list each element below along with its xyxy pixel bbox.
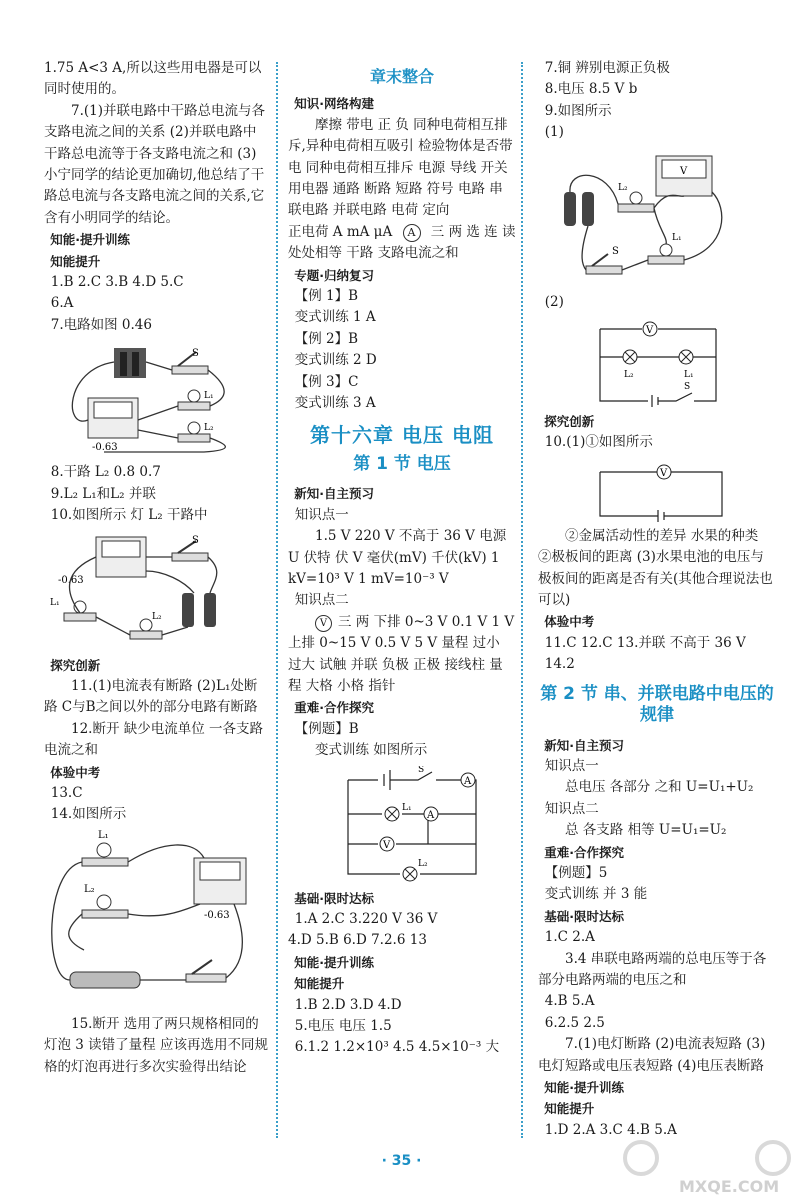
- improve-6: 6.1.2 1.2×10³ 4.5 4.5×10⁻³ 大: [294, 1039, 500, 1056]
- battery-cell: [182, 593, 194, 627]
- bulb-l1: [188, 390, 200, 402]
- ammeter-range: -0.63: [204, 909, 230, 921]
- variant-1: 变式训练 1 A: [294, 309, 376, 326]
- circuit-drawing-10: [44, 531, 244, 651]
- battery-holder: [70, 972, 140, 988]
- battery-cell: [204, 593, 216, 627]
- section-heading: 探究创新: [50, 657, 101, 673]
- variant-3: 变式训练 3 A: [294, 395, 376, 412]
- voltmeter-label: V: [383, 839, 391, 851]
- answer-8: 8.电压 8.5 V b: [544, 81, 638, 98]
- section-heading: 专题·归纳复习: [294, 267, 374, 283]
- switch-lever: [192, 960, 212, 974]
- bulb-base: [178, 402, 210, 410]
- circuit-schematic: [338, 766, 488, 884]
- answer-11: 11.(1)电流表有断路 (2)L₁处断路 C与B之间以外的部分电路有断路: [44, 677, 258, 716]
- variant-training: 变式训练 并 3 能: [544, 886, 648, 903]
- example-question: 【例题】B: [294, 720, 359, 737]
- lamp-l2-label: L₂: [624, 370, 634, 381]
- answer-7: 7.(1)并联电路中干路总电流与各支路电流之间的关系 (2)并联电路中干路总电流等于各支路电流之和 (3)小宁同学的结论更加确切,他总结了干路总电流与各支路电流之间的关系,它含有小明同学的结论。: [44, 102, 266, 226]
- watermark-ring: [757, 1142, 789, 1174]
- bulb-base: [82, 910, 128, 918]
- bulb-l1: [660, 244, 672, 256]
- variant-2: 变式训练 2 D: [294, 352, 377, 369]
- ammeter-label: A: [427, 809, 435, 821]
- column-left: [44, 58, 268, 1078]
- basic-6: 6.2.5 2.5: [544, 1014, 605, 1031]
- ammeter-range: -0.63: [92, 442, 118, 454]
- ammeter-dial: [200, 862, 240, 880]
- voltmeter-label: V: [660, 467, 668, 479]
- column-middle: [288, 58, 516, 1059]
- watermark-text: MXQE.COM: [679, 1177, 780, 1196]
- answer-6: 6.A: [50, 295, 74, 312]
- bulb-l1-label: L₁: [204, 391, 214, 402]
- circuit-figure-10: [44, 531, 268, 651]
- answer-10: 10.如图所示 灯 L₂ 干路中: [50, 507, 208, 524]
- section-heading: 重难·合作探究: [294, 700, 374, 716]
- basic-3: 3.4 串联电路两端的总电压等于各部分电路两端的电压之和: [538, 950, 767, 988]
- voltmeter-label: V: [646, 325, 654, 337]
- answer-7: 7.铜 辨别电源正负极: [544, 60, 670, 76]
- section-heading: 新知·自主预习: [294, 486, 374, 502]
- bulb-base: [64, 613, 96, 621]
- answer-7b: 7.电路如图 0.46: [50, 316, 152, 333]
- basic-4-5: 4.B 5.A: [544, 993, 595, 1010]
- bulb-base: [130, 631, 162, 639]
- kp2-text: [288, 612, 516, 698]
- bulb-l2-label: L₂: [204, 423, 214, 434]
- section-2-title: 第 2 节 串、并联电路中电压的规律: [540, 683, 774, 726]
- switch-base: [586, 266, 622, 274]
- answer-14: 14.如图所示: [50, 806, 127, 823]
- part-1: (1): [544, 124, 564, 141]
- answer-11-14: 11.C 12.C 13.并联 不高于 36 V 14.2: [544, 634, 746, 673]
- bulb-l1: [97, 843, 111, 857]
- answer-9: 9.如图所示: [544, 102, 612, 119]
- example-question: 【例题】5: [544, 864, 608, 881]
- bulb-l2: [630, 192, 642, 204]
- chapter-summary-title: 章末整合: [369, 67, 434, 86]
- answer-8: 8.干路 L₂ 0.8 0.7: [50, 464, 161, 481]
- subsection-heading: 知能提升: [294, 976, 345, 992]
- section-heading: 知能·提升训练: [544, 1080, 624, 1095]
- bulb-l2-label: L₂: [152, 611, 162, 622]
- section-heading: 重难·合作探究: [544, 844, 624, 860]
- circuit-figure-10: [538, 458, 776, 522]
- section-heading: 基础·限时达标: [294, 890, 374, 906]
- knowledge-point-2: 知识点二: [544, 800, 599, 817]
- switch-label: S: [684, 382, 691, 393]
- circuit-figure-9-2: [538, 317, 776, 407]
- bulb-base: [82, 858, 128, 866]
- switch-lever: [592, 254, 608, 266]
- bulb-base: [648, 256, 684, 264]
- answer-15: 15.断开 选用了两只规格相同的灯泡 3 读错了量程 应该再选用不同规格的灯泡再进行多次实验得出结论: [44, 1015, 268, 1075]
- battery-cell: [564, 192, 576, 226]
- bulb-l1-label: L₁: [672, 232, 682, 243]
- battery-cell: [120, 352, 127, 376]
- example-1: 【例 1】B: [294, 288, 359, 305]
- section-heading: 新知·自主预习: [544, 737, 624, 753]
- answer-10: 10.(1)①如图所示: [544, 434, 653, 451]
- bulb-l2: [188, 422, 200, 434]
- example-3: 【例 3】C: [294, 373, 359, 390]
- watermark-logo: [619, 1132, 795, 1196]
- section-heading: 体验中考: [50, 764, 101, 780]
- bulb-l2-label: L₂: [84, 883, 95, 895]
- switch-label: S: [192, 348, 199, 360]
- kp1-text: 1.5 V 220 V 不高于 36 V 电源 U 伏特 伏 V 毫伏(mV) 千伏(kV) 1 kV=10³ V 1 mV=10⁻³ V: [288, 528, 507, 587]
- bulb-base: [618, 204, 654, 212]
- section-1-title: 第 1 节 电压: [353, 453, 451, 474]
- circuit-figure-9-1: [538, 148, 776, 288]
- lamp-l1-label: L₁: [402, 802, 412, 813]
- voltmeter-symbol-icon: V: [315, 615, 332, 632]
- network-text: 摩擦 带电 正 负 同种电荷相互排斥,异种电荷相互吸引 检验物体是否带电 同种电荷相互排斥 电源 导线 开关 用电器 通路 断路 短路 符号 电路 串联电路 并联电路 电荷 定向: [288, 116, 513, 219]
- bulb-l1-label: L₁: [50, 597, 60, 608]
- subsection-heading: 知能提升: [50, 253, 101, 269]
- improve-1-5: 1.D 2.A 3.C 4.B 5.A: [544, 1121, 677, 1138]
- section-heading: 知能·提升训练: [50, 232, 130, 248]
- page-number: · 35 ·: [381, 1153, 422, 1169]
- switch-label: S: [612, 245, 619, 257]
- bulb-l2-label: L₂: [618, 182, 628, 193]
- answer-line: 1.75 A<3 A,所以这些用电器是可以同时使用的。: [44, 60, 262, 98]
- circuit-figure-7: [44, 340, 268, 458]
- variant-training: 变式训练 如图所示: [315, 742, 428, 759]
- basic-1-3: 1.A 2.C 3.220 V 36 V: [294, 911, 438, 927]
- basic-1-2: 1.C 2.A: [544, 929, 595, 946]
- kp2-body: 三 两 下排 0~3 V 0.1 V 1 V 上排 0~15 V 0.5 V 5 V 量程 过小 过大 试触 并联 负极 正极 接线柱 量程 大格 小格 指针: [288, 613, 515, 694]
- answer-12: 12.断开 缺少电流单位 一各支路电流之和: [44, 720, 264, 759]
- section-heading: 基础·限时达标: [544, 908, 624, 924]
- battery-shape: [114, 348, 146, 378]
- circuit-schematic: [588, 317, 728, 407]
- knowledge-point-1: 知识点一: [294, 506, 349, 523]
- bulb-l2: [97, 895, 111, 909]
- column-divider-1: [276, 62, 278, 1138]
- bulb-l2: [140, 619, 152, 631]
- ammeter-symbol-icon: A: [403, 224, 421, 242]
- lamp-l2-label: L₂: [418, 858, 428, 869]
- circuit-figure-14: [44, 830, 268, 1010]
- chapter-16-title: 第十六章 电压 电阻: [310, 422, 494, 447]
- improve-1-4: 1.B 2.D 3.D 4.D: [294, 996, 402, 1013]
- ammeter-dial: [94, 402, 132, 418]
- battery-cell: [132, 352, 139, 376]
- section-heading: 探究创新: [544, 414, 595, 430]
- circuit-drawing-14: [44, 830, 254, 1010]
- ammeter-label: A: [464, 775, 472, 787]
- knowledge-point-2: 知识点二: [294, 592, 349, 609]
- column-right: [538, 58, 776, 1141]
- basic-4-7: 4.D 5.B 6.D 7.2.6 13: [288, 932, 427, 949]
- bulb-l1-label: L₁: [98, 829, 109, 841]
- section-heading: 体验中考: [544, 614, 595, 630]
- knowledge-point-1: 知识点一: [544, 757, 599, 774]
- circuit-schematic: [594, 458, 734, 522]
- bulb-base: [178, 434, 210, 442]
- example-2: 【例 2】B: [294, 330, 359, 347]
- kp1-text: 总电压 各部分 之和 U=U₁+U₂: [565, 779, 754, 796]
- circuit-drawing-9-1: [538, 148, 738, 288]
- lamp-l1-label: L₁: [684, 370, 694, 381]
- watermark-ring: [625, 1142, 657, 1174]
- switch-base: [172, 366, 208, 374]
- section-heading: 知识·网络构建: [294, 96, 374, 112]
- answer-9: 9.L₂ L₁和L₂ 并联: [50, 485, 156, 502]
- circuit-diagram-variant: [288, 766, 516, 884]
- switch-label: S: [192, 534, 199, 546]
- kp2-text: 总 各支路 相等 U=U₁=U₂: [565, 822, 727, 839]
- battery-cell: [582, 192, 594, 226]
- network-units: 正电荷 A mA μA: [288, 223, 393, 240]
- voltmeter-label: V: [680, 165, 688, 177]
- switch-base: [172, 553, 208, 561]
- network-text-3: 三 两 选 连 读 处处相等 干路 支路电流之和: [288, 223, 516, 262]
- part-2: (2): [544, 293, 564, 310]
- answer-10-2: ②金属活动性的差异 水果的种类 ②极板间的距离 (3)水果电池的电压与极板间的距离是否有关(其他合理说法也可以): [538, 527, 773, 609]
- ammeter-range: -0.63: [58, 574, 84, 586]
- basic-7: 7.(1)电灯断路 (2)电流表短路 (3)电灯短路或电压表短路 (4)电压表断路: [538, 1036, 766, 1074]
- answer-13: 13.C: [50, 784, 83, 801]
- circuit-drawing-7: [44, 340, 244, 458]
- answer-1-5: 1.B 2.C 3.B 4.D 5.C: [50, 274, 184, 291]
- switch-base: [186, 974, 226, 982]
- section-heading: 知能·提升训练: [294, 954, 374, 970]
- switch-label: S: [418, 765, 425, 775]
- improve-5: 5.电压 电压 1.5: [294, 1018, 392, 1035]
- ammeter-dial: [102, 541, 140, 557]
- subsection-heading: 知能提升: [544, 1101, 595, 1117]
- network-text-2: [288, 222, 516, 265]
- column-divider-2: [521, 62, 523, 1138]
